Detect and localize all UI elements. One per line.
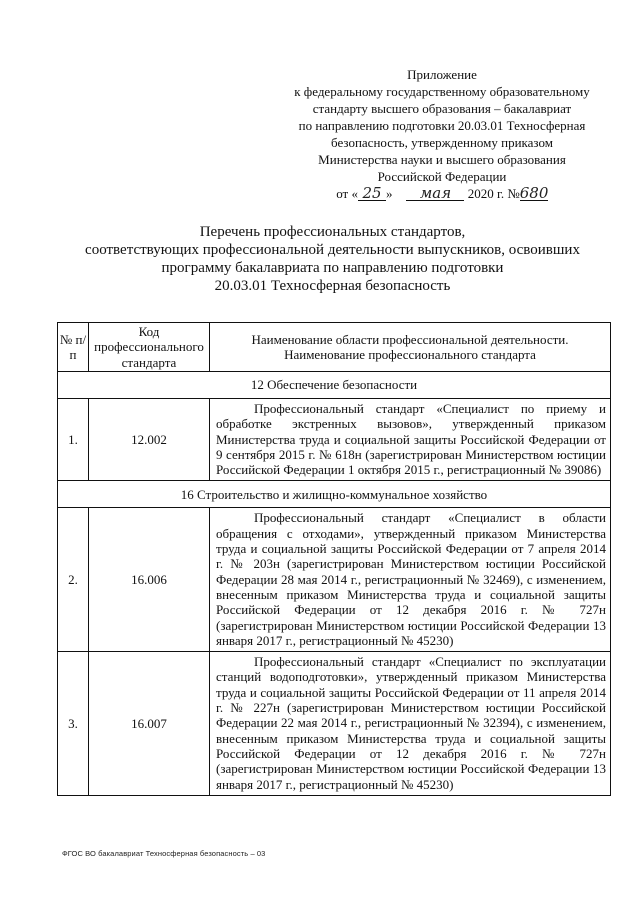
section-row xyxy=(58,372,611,399)
order-date-quote: » xyxy=(385,186,393,201)
row-description-text: Профессиональный стандарт «Специалист по эксплуатации станций водоподготовки», утвержденный приказом Министерства труда и социальной защиты Российской Федерации от 11 апреля 2014 г. № 227н (зарегистрирован Министерством юстиции Российской Федерации 22 мая 2014 г., регистрационный № 32394), с изменением, внесенным приказом Министерства труда и социальной защиты Российской Федерации от 12 декабря 2016 г. № 727н (зарегистрирован Министерством юстиции Российской Федерации 13 января 2017 г., регистрационный № 45230) xyxy=(216,654,606,792)
title-line: программу бакалавриата по направлению подготовки xyxy=(161,260,504,276)
section-title: 12 Обеспечение безопасности xyxy=(58,372,611,399)
title-line: соответствующих профессиональной деятельности выпускников, освоивших xyxy=(85,242,580,258)
section-title: 16 Строительство и жилищно-коммунальное хозяйство xyxy=(58,481,611,508)
row-description-text: Профессиональный стандарт «Специалист в области обращения с отходами», утвержденный приказом Министерства труда и социальной защиты Российской Федерации от 7 апреля 2014 г. № 203н (зарегистрирован Министерством юстиции Российской Федерации 28 мая 2014 г., регистрационный № 32469), с изменением, внесенным приказом Министерства труда и социальной защиты Российской Федерации от 12 декабря 2016 г. № 727н (зарегистрирован Министерством юстиции Российской Федерации 13 января 2017 г., регистрационный № 45230) xyxy=(216,510,606,648)
appendix-line: стандарту высшего образования – бакалавриат xyxy=(312,101,572,116)
header-num: № п/п xyxy=(58,323,89,372)
row-number: 3. xyxy=(58,652,89,796)
appendix-line: безопасность, утвержденному приказом xyxy=(331,135,553,150)
title-line: Перечень профессиональных стандартов, xyxy=(199,224,466,240)
table-row xyxy=(58,652,611,796)
table-row xyxy=(58,508,611,652)
page-footer: ФГОС ВО бакалавриат Техносферная безопасность – 03 xyxy=(62,849,266,858)
row-description xyxy=(210,652,611,796)
row-number: 1. xyxy=(58,399,89,481)
header-name: Наименование области профессиональной деятельности. Наименование профессионального стандарта xyxy=(210,323,611,372)
standards-table xyxy=(57,322,611,796)
order-day-handwritten: 25 xyxy=(358,186,386,201)
header-code: Код профессионального стандарта xyxy=(89,323,210,372)
appendix-line: по направлению подготовки 20.03.01 Техносферная xyxy=(298,118,586,133)
appendix-line: Приложение xyxy=(407,67,477,82)
table-row xyxy=(58,399,611,481)
appendix-line: к федеральному государственному образовательному xyxy=(294,84,590,99)
order-month-handwritten: мая xyxy=(406,186,464,201)
section-row xyxy=(58,481,611,508)
appendix-header xyxy=(270,66,614,202)
row-description xyxy=(210,508,611,652)
order-number-handwritten: 680 xyxy=(519,184,549,202)
row-code: 12.002 xyxy=(89,399,210,481)
row-number: 2. xyxy=(58,508,89,652)
row-description xyxy=(210,399,611,481)
order-year-label: 2020 г. № xyxy=(467,186,520,201)
appendix-line: Министерства науки и высшего образования xyxy=(318,152,566,167)
order-date-line xyxy=(270,185,614,202)
title-line: 20.03.01 Техносферная безопасность xyxy=(214,278,451,294)
row-code: 16.007 xyxy=(89,652,210,796)
order-date-prefix: от « xyxy=(336,186,358,201)
table-header-row xyxy=(58,323,611,372)
document-title xyxy=(60,223,605,295)
row-code: 16.006 xyxy=(89,508,210,652)
appendix-line: Российской Федерации xyxy=(377,169,507,184)
row-description-text: Профессиональный стандарт «Специалист по приему и обработке экстренных вызовов», утвержденный приказом Министерства труда и социальной защиты Российской Федерации от 9 сентября 2015 г. № 618н (зарегистрирован Министерством юстиции Российской Федерации 1 октября 2015 г., регистрационный № 39086) xyxy=(216,401,606,478)
